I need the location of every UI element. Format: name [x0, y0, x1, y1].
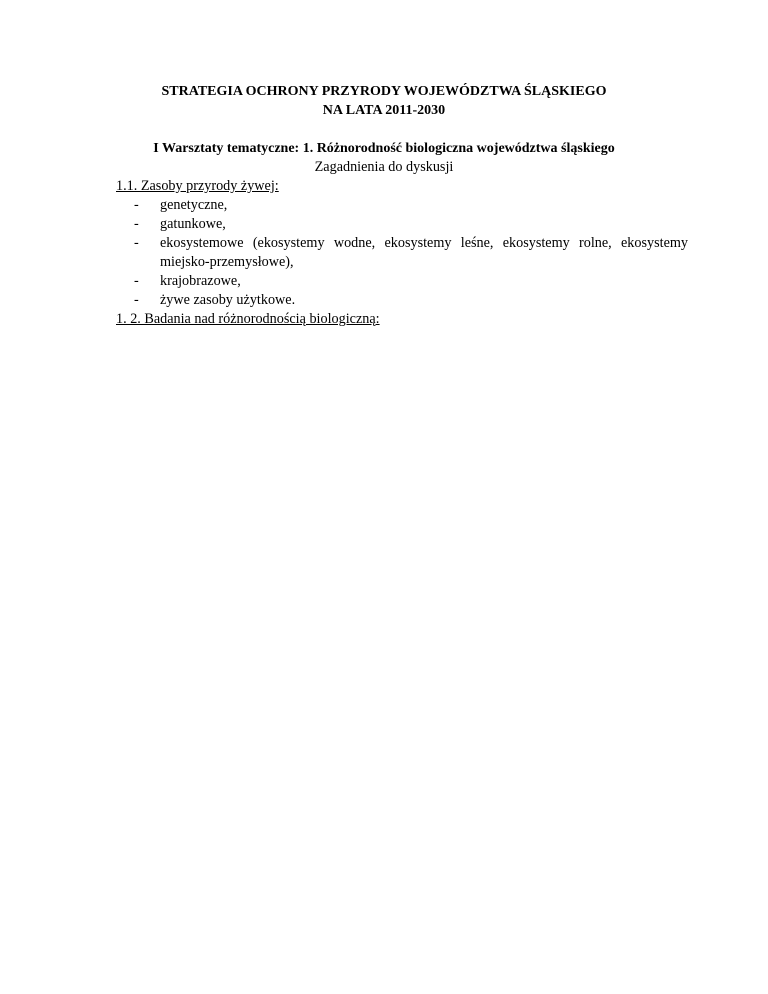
list-item-continuation: miejsko-przemysłowe), [160, 254, 294, 270]
document-title-line2: NA LATA 2011-2030 [322, 103, 446, 118]
list-dash: - [134, 273, 139, 289]
list-item: gatunkowe, [160, 216, 226, 232]
list-item: ekosystemowe (ekosystemy wodne, ekosystemy leśne, ekosystemy rolne, ekosystemy [160, 235, 688, 251]
list-dash: - [134, 235, 139, 251]
workshop-subheading: Zagadnienia do dyskusji [314, 159, 454, 175]
list-item: żywe zasoby użytkowe. [160, 292, 296, 308]
list-item: genetyczne, [160, 197, 228, 213]
list-dash: - [134, 292, 139, 308]
document-title-line1: STRATEGIA OCHRONY PRZYRODY WOJEWÓDZTWA ŚLĄSKIEGO [161, 84, 607, 99]
list-dash: - [134, 216, 139, 232]
section-heading-1-2: 1. 2. Badania nad różnorodnością biologiczną: [116, 311, 380, 327]
workshop-heading: I Warsztaty tematyczne: 1. Różnorodność biologiczna województwa śląskiego [153, 141, 615, 156]
section-heading-1-1: 1.1. Zasoby przyrody żywej: [116, 178, 279, 194]
list-item: krajobrazowe, [160, 273, 241, 289]
list-dash: - [134, 197, 139, 213]
